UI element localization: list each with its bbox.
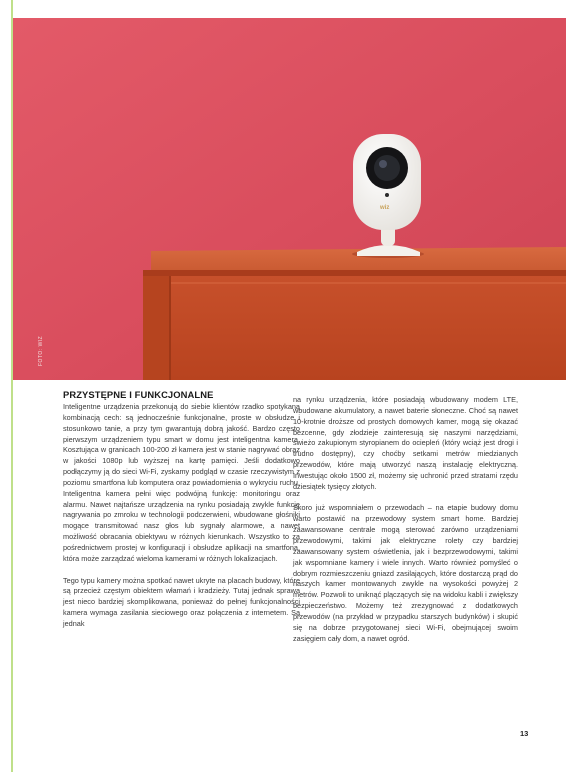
article-paragraph: na rynku urządzenia, które posiadają wbudowany modem LTE, wbudowane akumulatory, a nawet baterie słoneczne. Choć są nawet 10-krotnie droższe od prostych domowych kamer, mogą się okazać bezcenne, gdy złodzieje zainteresują się naszymi narzędziami, świeżo zakupionym styropianem do ociepleń (który wciąż jest drogi i trudno dostępny), czy choćby setkami metrów miedzianych przewodów, które mają utworzyć naszą instalację elektryczną. Inwestując około 1500 zł, możemy się uchronić przed stratami rzędu dziesiątek tysięcy złotych. bbox=[293, 395, 518, 491]
article-column-right bbox=[293, 395, 518, 655]
article-paragraph: Inteligentne urządzenia przekonują do siebie klientów rzadko spotykaną kombinacją cech: są jednocześnie funkcjonalne, proste w obsłudze i stosunkowo tanie, a przy tym gwarantują dobrą jakość. Bardzo często pierwszym urządzeniem typu smart w domu jest inteligentna kamera. Kosztująca w granicach 100-200 zł kamera jest w stanie nagrywać obraz w jakości 1080p lub wyższej na kartę pamięci. Jeśli dodatkowo podłączymy ją do sieci Wi-Fi, zyskamy podgląd w czasie rzeczywistym z poziomu smartfona lub komputera oraz powiadomienia o wykryciu ruchu. Inteligentna kamera pełni więc podwójną funkcję: monitoringu oraz alarmu. Nawet najtańsze urządzenia na rynku posiadają zwykle funkcję nagrywania po zmroku w technologii podczerwieni, wbudowane głośniki mogące transmitować nasz głos lub sygnały alarmowe, a nawet możliwość obracania obiektywu w różnych kierunkach. Wszystko to za pośrednictwem prostej w konfiguracji i obsłudze aplikacji na smartfona, która może zarządzać wieloma kamerami w różnych lokalizacjach. bbox=[63, 402, 300, 563]
article-paragraph: Skoro już wspomniałem o przewodach – na etapie budowy domu warto postawić na przewodowy system smart home. Bardziej zaawansowane centrale mogą sterować zarówno urządzeniami przewodowymi, takimi jak elektryczne rolety czy bardziej zaawansowany system oświetlenia, jak i bezprzewodowymi, takimi jak wspomniane kamery i wiele innych. Warto również pomyśleć o dobrym rozmieszczeniu gniazd zasilających, które dostarczą prąd do naszych kamer montowanych zwykle na wysokości powyżej 2 metrów. Pozwoli to uniknąć plączących się na widoku kabli i zwiększy bezpieczeństwo. Możemy też zrezygnować z dodatkowych przewodów (na przykład w przypadku starszych budynków) i skupić się na dobrze przygotowanej sieci Wi-Fi, obejmującej swoim zasięgiem cały dom, a nawet ogród. bbox=[293, 503, 518, 643]
article-column-left bbox=[63, 389, 300, 641]
camera-brand-logo: wiz bbox=[380, 205, 390, 211]
article-paragraph: Tego typu kamery można spotkać nawet ukryte na placach budowy, które są przecież częstym obiektem włamań i kradzieży. Tutaj jednak sprawa jest nieco bardziej skomplikowana, ponieważ do pełnej funkcjonalności kamera wymaga zasilania sieciowego oraz połączenia z internetem. Są jednak bbox=[63, 575, 300, 628]
hero-photo bbox=[13, 18, 566, 380]
photo-credit: FOTO: WIZ bbox=[38, 335, 44, 366]
page-number: 13 bbox=[520, 729, 529, 738]
section-heading: PRZYSTĘPNE I FUNKCJONALNE bbox=[63, 389, 214, 400]
hero-photo-illustration bbox=[13, 18, 566, 380]
